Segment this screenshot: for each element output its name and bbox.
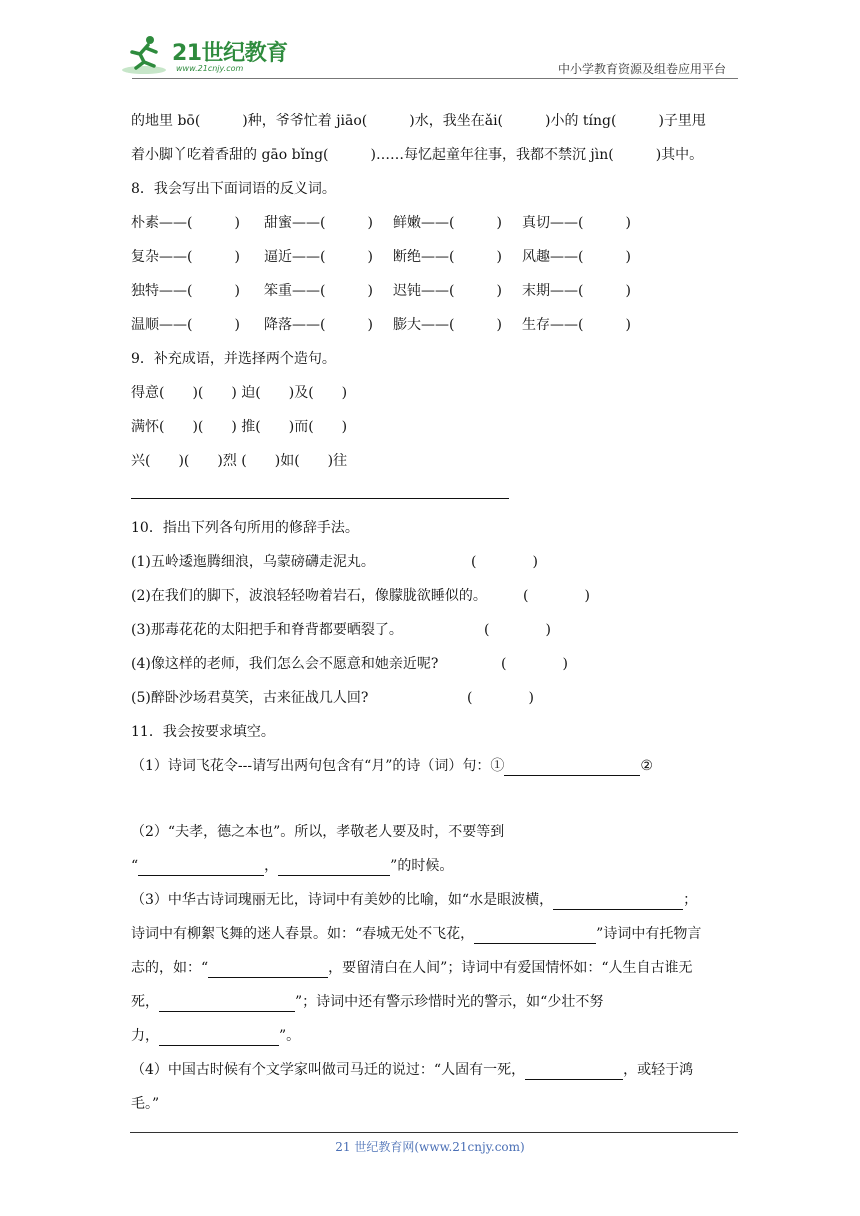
blank-line[interactable] (208, 961, 328, 978)
q8-item: 温顺——( ) (131, 317, 240, 333)
q8-item: 真切——( ) (522, 215, 631, 231)
q8-title: 8．我会写出下面词语的反义词。 (131, 181, 336, 197)
logo-text: 21世纪教育 (172, 41, 288, 66)
comma: ， (264, 858, 279, 874)
header-divider (132, 78, 738, 79)
q11-part3-line1 (131, 890, 697, 910)
q9-idiom-row: 满怀( )( ) 推( )而( ) (131, 419, 348, 435)
q11-part1-marker: ② (640, 758, 653, 774)
q10-sentence: (2)在我们的脚下，波浪轻轻吻着岩石，像朦胧欲睡似的。 (131, 588, 487, 604)
q11-part3-text: ； (683, 892, 698, 908)
q10-answer-paren[interactable]: ( ) (484, 622, 551, 638)
q9-idiom-row: 兴( )( )烈 ( )如( )往 (131, 453, 348, 469)
q9-idiom-row: 得意( )( ) 迫( )及( ) (131, 385, 348, 401)
q10-answer-paren[interactable]: ( ) (523, 588, 590, 604)
q11-part3-text: ，要留清白在人间”；诗词中有爱国情怀如：“人生自古谁无 (328, 960, 693, 976)
q8-item: 迟钝——( ) (393, 283, 502, 299)
q8-item: 降落——( ) (264, 317, 373, 333)
q8-item: 朴素——( ) (131, 215, 240, 231)
q11-part3-text: （3）中华古诗词瑰丽无比，诗词中有美妙的比喻，如“水是眼波横， (131, 892, 554, 908)
q10-sentence: (1)五岭逶迤腾细浪，乌蒙磅礴走泥丸。 (131, 554, 375, 570)
q11-part1 (131, 756, 653, 776)
q8-item: 独特——( ) (131, 283, 240, 299)
footer-divider (130, 1132, 738, 1133)
blank-line[interactable] (278, 859, 390, 876)
q8-item: 甜蜜——( ) (264, 215, 373, 231)
blank-line[interactable] (474, 927, 596, 944)
q10-item (131, 620, 551, 640)
q11-part3-text: 志的，如：“ (131, 960, 209, 976)
site-logo (120, 32, 290, 76)
q11-part3-line5 (131, 1026, 300, 1046)
page-header (120, 32, 738, 80)
q11-part3-line4 (131, 992, 603, 1012)
q8-item: 断绝——( ) (393, 249, 502, 265)
q11-part3-text: 死， (131, 994, 159, 1010)
q10-sentence: (3)那毒花花的太阳把手和脊背都要晒裂了。 (131, 622, 403, 638)
q11-part3-text: ”；诗词中还有警示珍惜时光的警示，如“少壮不努 (295, 994, 604, 1010)
blank-line[interactable] (525, 1063, 623, 1080)
passage-line-1: 的地里 bō( )种，爷爷忙着 jiāo( )水，我坐在ǎi( )小的 tíng( )子里甩 (131, 113, 706, 129)
q11-part2-line1: （2）“夫孝，德之本也”。所以，孝敬老人要及时，不要等到 (131, 824, 505, 840)
q8-item: 风趣——( ) (522, 249, 631, 265)
q11-part3-text: ”诗词中有托物言 (596, 926, 702, 942)
q11-part4-line2: 毛。” (131, 1096, 160, 1112)
q10-sentence: (4)像这样的老师，我们怎么会不愿意和她亲近呢? (131, 656, 439, 672)
blank-line[interactable] (553, 893, 683, 910)
q10-sentence: (5)醉卧沙场君莫笑，古来征战几人回? (131, 690, 369, 706)
q11-part1-text: （1）诗词飞花令---请写出两句包含有“月”的诗（词）句：① (131, 758, 505, 774)
q8-item: 生存——( ) (522, 317, 631, 333)
quote-open: “ (131, 858, 139, 874)
q10-answer-paren[interactable]: ( ) (471, 554, 538, 570)
blank-line[interactable] (159, 995, 295, 1012)
passage-line-2: 着小脚丫吃着香甜的 gāo bǐng( )……每忆起童年往事，我都不禁沉 jìn( )其中。 (131, 147, 704, 163)
q8-item: 膨大——( ) (393, 317, 502, 333)
q11-part3-line3 (131, 958, 693, 978)
q8-item: 复杂——( ) (131, 249, 240, 265)
q11-part2-tail: ”的时候。 (390, 858, 454, 874)
q8-item: 鲜嫩——( ) (393, 215, 502, 231)
q8-item: 逼近——( ) (264, 249, 373, 265)
q9-title: 9．补充成语，并选择两个造句。 (131, 351, 336, 367)
q11-part4-text: （4）中国古时候有个文学家叫做司马迁的说过：“人固有一死， (131, 1062, 526, 1078)
q10-item (131, 586, 590, 606)
q11-title: 11．我会按要求填空。 (131, 724, 275, 740)
q11-part3-text: 诗词中有柳絮飞舞的迷人春景。如：“春城无处不飞花， (131, 926, 475, 942)
platform-name: 中小学教育资源及组卷应用平台 (557, 62, 726, 76)
q8-item: 末期——( ) (522, 283, 631, 299)
blank-line[interactable] (159, 1029, 279, 1046)
q11-part4-text: ，或轻于鸿 (623, 1062, 694, 1078)
q11-part4-line1 (131, 1060, 693, 1080)
q10-item (131, 688, 534, 708)
q11-part3-line2 (131, 924, 701, 944)
q10-title: 10．指出下列各句所用的修辞手法。 (131, 520, 359, 536)
q10-item (131, 654, 568, 674)
q11-part3-text: ”。 (279, 1028, 301, 1044)
runner-icon (120, 32, 170, 76)
blank-line[interactable] (138, 859, 264, 876)
q10-answer-paren[interactable]: ( ) (467, 690, 534, 706)
page-footer[interactable]: 21 世纪教育网(www.21cnjy.com) (335, 1140, 525, 1154)
q10-answer-paren[interactable]: ( ) (501, 656, 568, 672)
blank-line[interactable] (504, 759, 640, 776)
q11-part2-line2 (131, 856, 453, 876)
q9-answer-line[interactable] (131, 498, 509, 499)
q11-part3-text: 力， (131, 1028, 159, 1044)
q8-item: 笨重——( ) (264, 283, 373, 299)
q10-item (131, 552, 538, 572)
logo-url: www.21cnjy.com (176, 64, 244, 73)
